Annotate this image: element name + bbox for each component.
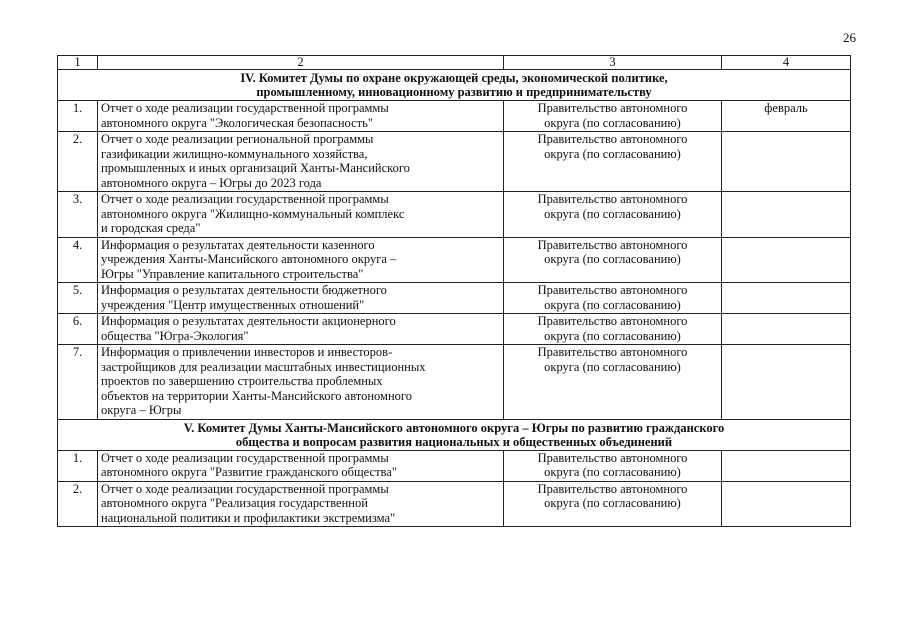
- row-term: [722, 237, 851, 283]
- row-responsible: Правительство автономного округа (по согласованию): [504, 101, 722, 132]
- row-number: 3.: [58, 192, 98, 238]
- table-row: [58, 283, 851, 314]
- table-row: [58, 450, 851, 481]
- table-row: [58, 314, 851, 345]
- row-term: [722, 192, 851, 238]
- row-responsible: Правительство автономного округа (по согласованию): [504, 237, 722, 283]
- table-row: [58, 101, 851, 132]
- row-responsible: Правительство автономного округа (по согласованию): [504, 314, 722, 345]
- row-text: Информация о результатах деятельности акционерного общества "Югра-Экология": [98, 314, 504, 345]
- row-term: [722, 132, 851, 192]
- header-col-4: 4: [722, 56, 851, 70]
- table-row: [58, 481, 851, 527]
- row-text: Информация о привлечении инвесторов и инвесторов- застройщиков для реализации масштабных инвестиционных проектов по завершению строительства проблемных объектов на территории Ханты-Мансийского автономного округа – Югры: [98, 345, 504, 420]
- table-header-row: [58, 56, 851, 70]
- row-responsible: Правительство автономного округа (по согласованию): [504, 481, 722, 527]
- row-responsible: Правительство автономного округа (по согласованию): [504, 345, 722, 420]
- row-term: [722, 283, 851, 314]
- row-number: 7.: [58, 345, 98, 420]
- row-responsible: Правительство автономного округа (по согласованию): [504, 192, 722, 238]
- row-term: [722, 450, 851, 481]
- header-col-3: 3: [504, 56, 722, 70]
- row-text: Информация о результатах деятельности бюджетного учреждения "Центр имущественных отношений": [98, 283, 504, 314]
- row-text: Отчет о ходе реализации государственной программы автономного округа "Реализация государственной национальной политики и профилактики экстремизма": [98, 481, 504, 527]
- row-number: 4.: [58, 237, 98, 283]
- row-number: 1.: [58, 450, 98, 481]
- row-text: Отчет о ходе реализации государственной программы автономного округа "Развитие гражданского общества": [98, 450, 504, 481]
- row-number: 2.: [58, 481, 98, 527]
- table-row: [58, 192, 851, 238]
- row-term: [722, 345, 851, 420]
- row-number: 6.: [58, 314, 98, 345]
- table-row: [58, 237, 851, 283]
- section-title: V. Комитет Думы Ханты-Мансийского автономного округа – Югры по развитию гражданского общества и вопросам развития национальных и общественных объединений: [58, 419, 851, 450]
- row-term: [722, 314, 851, 345]
- section-heading-row: [58, 70, 851, 101]
- row-text: Отчет о ходе реализации государственной программы автономного округа "Жилищно-коммунальный комплекс и городская среда": [98, 192, 504, 238]
- plan-table: [57, 55, 851, 527]
- row-responsible: Правительство автономного округа (по согласованию): [504, 132, 722, 192]
- row-responsible: Правительство автономного округа (по согласованию): [504, 450, 722, 481]
- row-responsible: Правительство автономного округа (по согласованию): [504, 283, 722, 314]
- row-text: Информация о результатах деятельности казенного учреждения Ханты-Мансийского автономного округа – Югры "Управление капитального строительства": [98, 237, 504, 283]
- row-number: 2.: [58, 132, 98, 192]
- row-number: 1.: [58, 101, 98, 132]
- row-text: Отчет о ходе реализации региональной программы газификации жилищно-коммунального хозяйства, промышленных и иных организаций Ханты-Мансийского автономного округа – Югры до 2023 года: [98, 132, 504, 192]
- row-term: [722, 481, 851, 527]
- section-title: IV. Комитет Думы по охране окружающей среды, экономической политике, промышленному, инновационному развитию и предпринимательству: [58, 70, 851, 101]
- table-row: [58, 132, 851, 192]
- header-col-1: 1: [58, 56, 98, 70]
- row-term: февраль: [722, 101, 851, 132]
- section-heading-row: [58, 419, 851, 450]
- page-number: 26: [843, 30, 856, 45]
- row-number: 5.: [58, 283, 98, 314]
- row-text: Отчет о ходе реализации государственной программы автономного округа "Экологическая безопасность": [98, 101, 504, 132]
- table-row: [58, 345, 851, 420]
- header-col-2: 2: [98, 56, 504, 70]
